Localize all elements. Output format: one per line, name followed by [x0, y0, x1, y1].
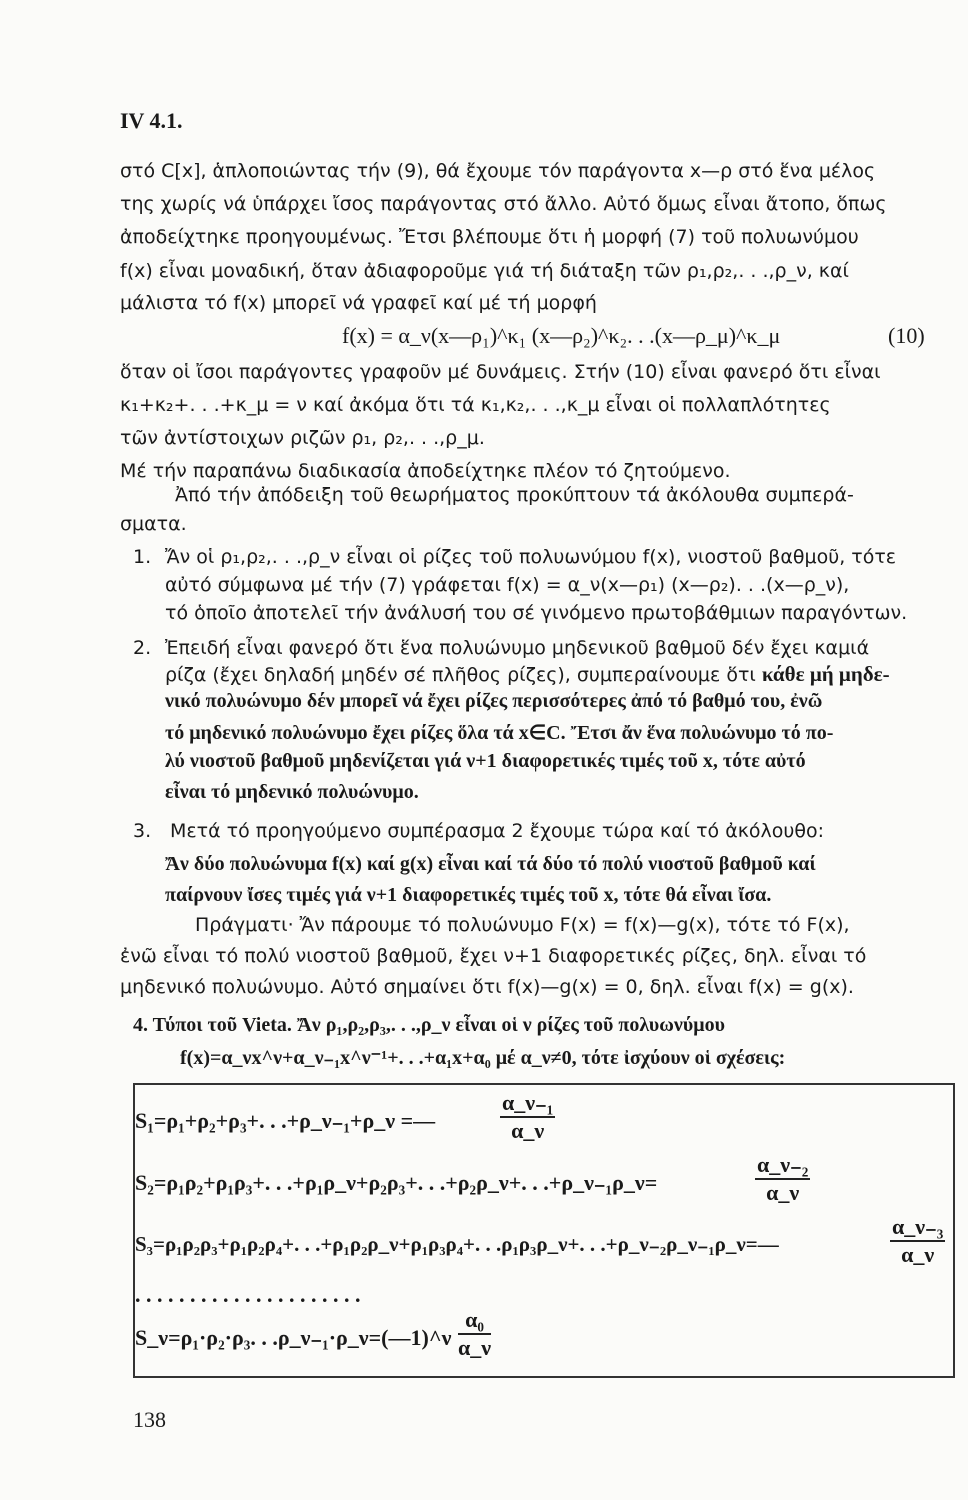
vieta-s1-fraction: [500, 1090, 555, 1144]
vieta-s2-fraction: [755, 1152, 810, 1206]
text-line: f(x) εἶναι μοναδική, ὅταν ἀδιαφοροῦμε γιά τή διάταξη τῶν ρ₁,ρ₂,. . .,ρ_ν, καί: [120, 260, 849, 282]
section-4-heading: 4. Τύποι τοῦ Vieta. Ἄν ρ₁,ρ₂,ρ₃,. . .,ρ_ν εἶναι οἱ ν ρίζες τοῦ πολυωνύμου: [133, 1014, 725, 1036]
fraction-denominator: α_ν: [511, 1118, 545, 1143]
vieta-sv: S_ν=ρ₁·ρ₂·ρ₃. . .ρ_ν₋₁·ρ_ν=(—1)^ν: [135, 1325, 452, 1350]
text-line: Μετά τό προηγούμενο συμπέρασμα 2 ἔχουμε τώρα καί τό ἀκόλουθο:: [170, 820, 825, 842]
text-line: ἐνῶ εἶναι τό πολύ νιοστοῦ βαθμοῦ, ἔχει ν+1 διαφορετικές ρίζες, δηλ. εἶναι τό: [120, 945, 867, 967]
text-line: σματα.: [120, 513, 187, 535]
section-header: IV 4.1.: [120, 108, 183, 133]
text-line: της χωρίς νά ὑπάρχει ἴσος παράγοντας στό ἄλλο. Αὐτό ὅμως εἶναι ἄτοπο, ὅπως: [120, 193, 887, 215]
vieta-ellipsis: . . . . . . . . . . . . . . . . . . . . .: [135, 1282, 361, 1307]
text-line-bold: Ἄν δύο πολυώνυμα f(x) καί g(x) εἶναι καί τά δύο τό πολύ νιοστοῦ βαθμοῦ καί: [165, 853, 816, 875]
text-line: μάλιστα τό f(x) μπορεῖ νά γραφεῖ καί μέ τή μορφή: [120, 292, 597, 314]
text-line: μηδενικό πολυώνυμο. Αὐτό σημαίνει ὅτι f(x)—g(x) = 0, δηλ. εἶναι f(x) = g(x).: [120, 976, 854, 998]
text-line: στό C[x], ἁπλοποιώντας τήν (9), θά ἔχουμε τόν παράγοντα x—ρ στό ἕνα μέλος: [120, 160, 876, 182]
text-line: αὐτό σύμφωνα μέ τήν (7) γράφεται f(x) = α_ν(x—ρ₁) (x—ρ₂). . .(x—ρ_ν),: [165, 574, 850, 596]
text-line: Ἀπό τήν ἀπόδειξη τοῦ θεωρήματος προκύπτουν τά ἀκόλουθα συμπερά-: [175, 484, 854, 506]
equation-label: (10): [888, 323, 925, 348]
text-line-bold: τό μηδενικό πολυώνυμο ἔχει ρίζες ὅλα τά x∈C. Ἔτσι ἄν ἕνα πολυώνυμο τό πο-: [165, 722, 834, 744]
text-line-bold: εἶναι τό μηδενικό πολυώνυμο.: [165, 781, 419, 803]
fraction-denominator: α_ν: [901, 1242, 935, 1267]
fraction-numerator: α₀: [458, 1307, 491, 1335]
text-line: [165, 662, 890, 687]
page-number: 138: [133, 1407, 166, 1432]
vieta-s2: S₂=ρ₁ρ₂+ρ₁ρ₃+. . .+ρ₁ρ_ν+ρ₂ρ₃+. . .+ρ₂ρ_ν+. . .+ρ_ν₋₁ρ_ν=: [135, 1170, 658, 1195]
fraction-numerator: α_ν₋₂: [755, 1152, 810, 1180]
text-line: Πράγματι· Ἄν πάρουμε τό πολυώνυμο F(x) = f(x)—g(x), τότε τό F(x),: [195, 914, 850, 936]
text-line: ὅταν οἱ ἴσοι παράγοντες γραφοῦν μέ δυνάμεις. Στήν (10) εἶναι φανερό ὅτι εἶναι: [120, 361, 881, 383]
fraction-numerator: α_ν₋₃: [890, 1214, 945, 1242]
item-number: 1.: [133, 546, 152, 568]
text-line-bold: λύ νιοστοῦ βαθμοῦ μηδενίζεται γιά ν+1 διαφορετικές τιμές τοῦ x, τότε αὐτό: [165, 750, 806, 772]
text-line-bold: παίρνουν ἴσες τιμές γιά ν+1 διαφορετικές τιμές τοῦ x, τότε θά εἶναι ἴσα.: [165, 884, 772, 906]
item-number: 2.: [133, 637, 152, 659]
vieta-s3-fraction: [890, 1214, 945, 1268]
equation-10: f(x) = α_ν(x—ρ₁)^κ₁ (x—ρ₂)^κ₂. . .(x—ρ_μ)^κ_μ: [342, 323, 781, 348]
text-line: Ἄν οἱ ρ₁,ρ₂,. . .,ρ_ν εἶναι οἱ ρίζες τοῦ πολυωνύμου f(x), νιοστοῦ βαθμοῦ, τότε: [165, 546, 897, 568]
text-line: κ₁+κ₂+. . .+κ_μ = ν καί ἀκόμα ὅτι τά κ₁,κ₂,. . .,κ_μ εἶναι οἱ πολλαπλότητες: [120, 394, 831, 416]
text-line: Ἐπειδή εἶναι φανερό ὅτι ἕνα πολυώνυμο μηδενικοῦ βαθμοῦ δέν ἔχει καμιά: [165, 637, 870, 659]
text-plain: ρίζα (ἔχει δηλαδή μηδέν σέ πλῆθος ρίζες), συμπεραίνουμε ὅτι: [165, 664, 762, 686]
fraction-numerator: α_ν₋₁: [500, 1090, 555, 1118]
fraction-denominator: α_ν: [458, 1335, 492, 1360]
vieta-sv-fraction: [458, 1307, 491, 1361]
text-line: ἀποδείχτηκε προηγουμένως. Ἔτσι βλέπουμε ὅτι ἡ μορφή (7) τοῦ πολυωνύμου: [120, 226, 859, 248]
text-line: Μέ τήν παραπάνω διαδικασία ἀποδείχτηκε πλέον τό ζητούμενο.: [120, 460, 731, 482]
vieta-s1: S₁=ρ₁+ρ₂+ρ₃+. . .+ρ_ν₋₁+ρ_ν =—: [135, 1108, 436, 1133]
section-4-line: f(x)=α_νx^ν+α_ν₋₁x^ν⁻¹+. . .+α₁x+α₀ μέ α_ν≠0, τότε ἰσχύουν οἱ σχέσεις:: [180, 1047, 786, 1069]
text-line: τό ὁποῖο ἀποτελεῖ τήν ἀνάλυσή του σέ γινόμενο πρωτοβάθμιων παραγόντων.: [165, 602, 908, 624]
vieta-s3: S₃=ρ₁ρ₂ρ₃+ρ₁ρ₂ρ₄+. . .+ρ₁ρ₂ρ_ν+ρ₁ρ₃ρ₄+. . .ρ₁ρ₃ρ_ν+. . .+ρ_ν₋₂ρ_ν₋₁ρ_ν=—: [135, 1232, 779, 1256]
text-bold: κάθε μή μηδε-: [761, 662, 890, 686]
fraction-denominator: α_ν: [766, 1180, 800, 1205]
item-number: 3.: [133, 820, 152, 842]
text-line: τῶν ἀντίστοιχων ριζῶν ρ₁, ρ₂,. . .,ρ_μ.: [120, 427, 485, 449]
text-line-bold: νικό πολυώνυμο δέν μπορεῖ νά ἔχει ρίζες περισσότερες ἀπό τό βαθμό του, ἐνῶ: [165, 690, 823, 712]
